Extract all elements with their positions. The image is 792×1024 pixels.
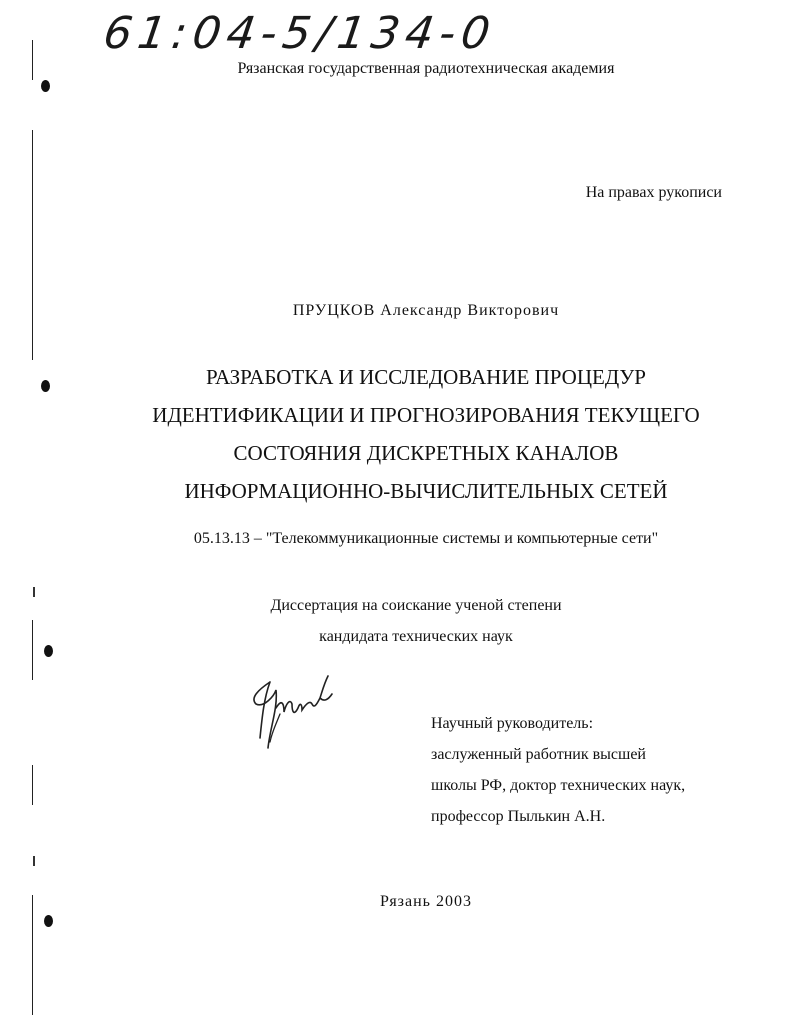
scan-margin-line bbox=[32, 765, 33, 805]
advisor-line: Научный руководитель: bbox=[431, 715, 594, 732]
degree-line: кандидата технических наук bbox=[319, 628, 513, 645]
dissertation-title bbox=[30, 358, 792, 510]
advisor-line: школы РФ, доктор технических наук, bbox=[431, 777, 686, 794]
advisor-line: заслуженный работник высшей bbox=[431, 746, 646, 763]
title-line: ИДЕНТИФИКАЦИИ И ПРОГНОЗИРОВАНИЯ ТЕКУЩЕГО bbox=[152, 403, 700, 427]
institution-name: Рязанская государственная радиотехническая академия bbox=[237, 60, 615, 77]
degree-statement bbox=[20, 590, 792, 652]
scientific-advisor bbox=[431, 708, 761, 832]
handwritten-archive-number: 61:04-5/134-0 bbox=[100, 8, 500, 59]
author-signature bbox=[240, 668, 340, 752]
title-line: ИНФОРМАЦИОННО-ВЫЧИСЛИТЕЛЬНЫХ СЕТЕЙ bbox=[184, 479, 668, 503]
title-line: РАЗРАБОТКА И ИССЛЕДОВАНИЕ ПРОЦЕДУР bbox=[206, 365, 646, 389]
author-name: ПРУЦКОВ Александр Викторович bbox=[292, 302, 560, 319]
advisor-line: профессор Пылькин А.Н. bbox=[431, 808, 606, 825]
scan-margin-line bbox=[32, 130, 33, 360]
degree-line: Диссертация на соискание ученой степени bbox=[270, 597, 562, 614]
punch-hole-mark bbox=[44, 915, 53, 927]
punch-hole-mark bbox=[41, 80, 50, 92]
specialty-code: 05.13.13 – "Телекоммуникационные системы и компьютерные сети" bbox=[193, 530, 659, 547]
title-line: СОСТОЯНИЯ ДИСКРЕТНЫХ КАНАЛОВ bbox=[233, 441, 619, 465]
city-year: Рязань 2003 bbox=[380, 893, 472, 910]
manuscript-rights-note: На правах рукописи bbox=[585, 184, 722, 201]
scan-tick bbox=[33, 856, 35, 866]
scan-margin-line bbox=[32, 895, 33, 1015]
